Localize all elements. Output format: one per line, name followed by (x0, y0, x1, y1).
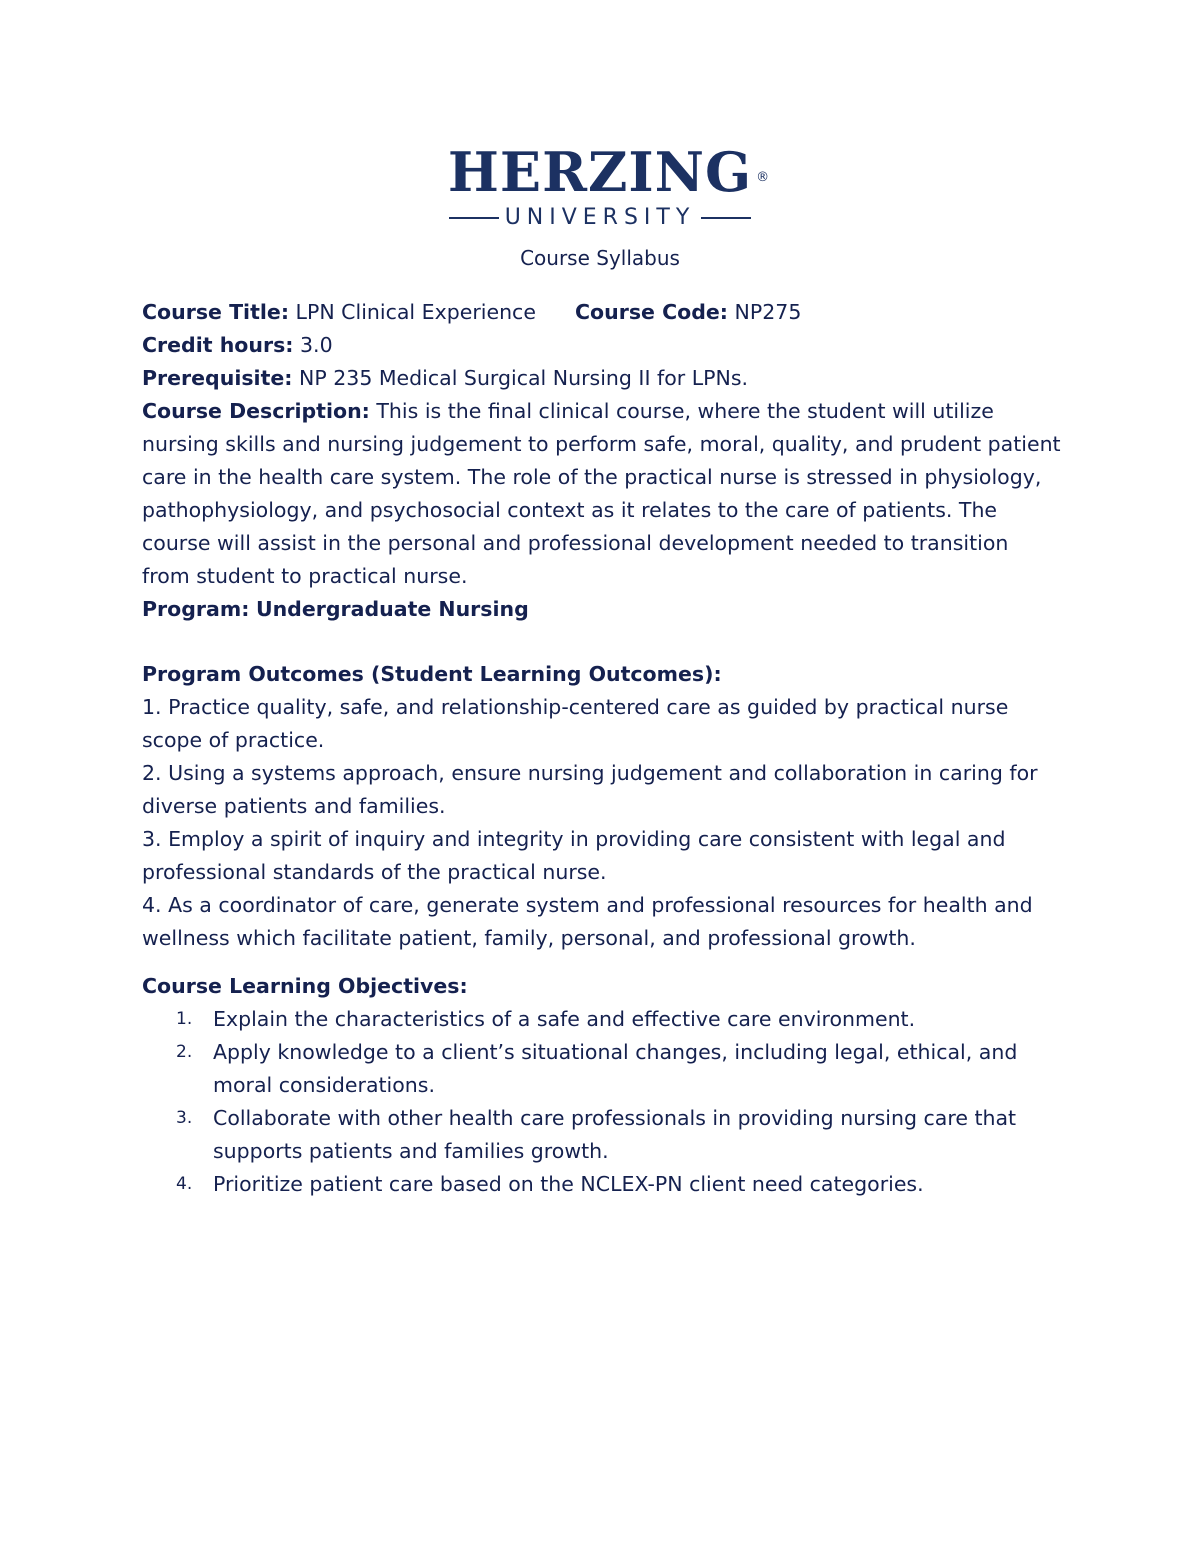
program-outcome-item: 3. Employ a spirit of inquiry and integrity in providing care consistent with legal and professional standards of the practical nurse. (142, 827, 1006, 884)
course-title-label: Course Title: (142, 300, 290, 324)
prerequisite-value: NP 235 Medical Surgical Nursing II for LPNs. (299, 366, 749, 390)
program-outcomes-heading: Program Outcomes (Student Learning Outcomes): (142, 662, 722, 686)
course-description-text: This is the final clinical course, where the student will utilize nursing skills and nursing judgement to perform safe, moral, quality, and prudent patient care in the health care system. The role of the practical nurse is stressed in physiology, pathophysiology, and psychosocial context as it relates to the care of patients. The course will assist in the personal and professional development needed to transition from student to practical nurse. (142, 399, 1061, 588)
syllabus-body (142, 296, 1062, 1201)
program-outcome-item: 2. Using a systems approach, ensure nursing judgement and collaboration in caring for diverse patients and families. (142, 761, 1038, 818)
program-line (142, 593, 1062, 626)
course-title-value: LPN Clinical Experience (295, 300, 536, 324)
document-type: Course Syllabus (520, 246, 680, 270)
course-description-label: Course Description: (142, 399, 370, 423)
logo-name: HERZING (447, 140, 753, 204)
course-title-line (142, 296, 1062, 329)
logo-rule-right (701, 217, 751, 219)
credit-hours-value: 3.0 (300, 333, 333, 357)
program-value: Undergraduate Nursing (255, 597, 529, 621)
program-outcome-item: 1. Practice quality, safe, and relationship-centered care as guided by practical nurse scope of practice. (142, 695, 1009, 752)
objective-item (142, 1003, 1062, 1036)
objective-number: 3. (176, 1108, 193, 1128)
program-label: Program: (142, 597, 250, 621)
logo-sub-text: UNIVERSITY (504, 205, 696, 230)
course-description (142, 395, 1062, 593)
objective-number: 4. (176, 1174, 193, 1194)
objective-number: 1. (176, 1009, 193, 1029)
objective-item (142, 1168, 1062, 1201)
logo-wordmark (447, 140, 771, 204)
herzing-university-logo (0, 140, 1200, 232)
prerequisite-line (142, 362, 1062, 395)
course-code-value: NP275 (734, 300, 802, 324)
objective-text: Apply knowledge to a client’s situational changes, including legal, ethical, and moral considerations. (213, 1040, 1018, 1097)
credit-hours-line (142, 329, 1062, 362)
objective-item (142, 1102, 1062, 1168)
program-outcome-item: 4. As a coordinator of care, generate system and professional resources for health and wellness which facilitate patient, family, personal, and professional growth. (142, 893, 1033, 950)
prerequisite-label: Prerequisite: (142, 366, 293, 390)
objective-text: Collaborate with other health care professionals in providing nursing care that supports patients and families growth. (213, 1106, 1017, 1163)
registered-mark: ® (756, 170, 771, 185)
logo-subtitle (0, 204, 1200, 232)
course-code-label: Course Code: (575, 300, 728, 324)
objective-text: Prioritize patient care based on the NCLEX-PN client need categories. (213, 1172, 924, 1196)
objective-item (142, 1036, 1062, 1102)
course-objectives-heading: Course Learning Objectives: (142, 974, 468, 998)
logo-rule-left (449, 217, 499, 219)
course-objectives-list (142, 1003, 1062, 1201)
objective-number: 2. (176, 1042, 193, 1062)
credit-hours-label: Credit hours: (142, 333, 294, 357)
objective-text: Explain the characteristics of a safe and effective care environment. (213, 1007, 916, 1031)
